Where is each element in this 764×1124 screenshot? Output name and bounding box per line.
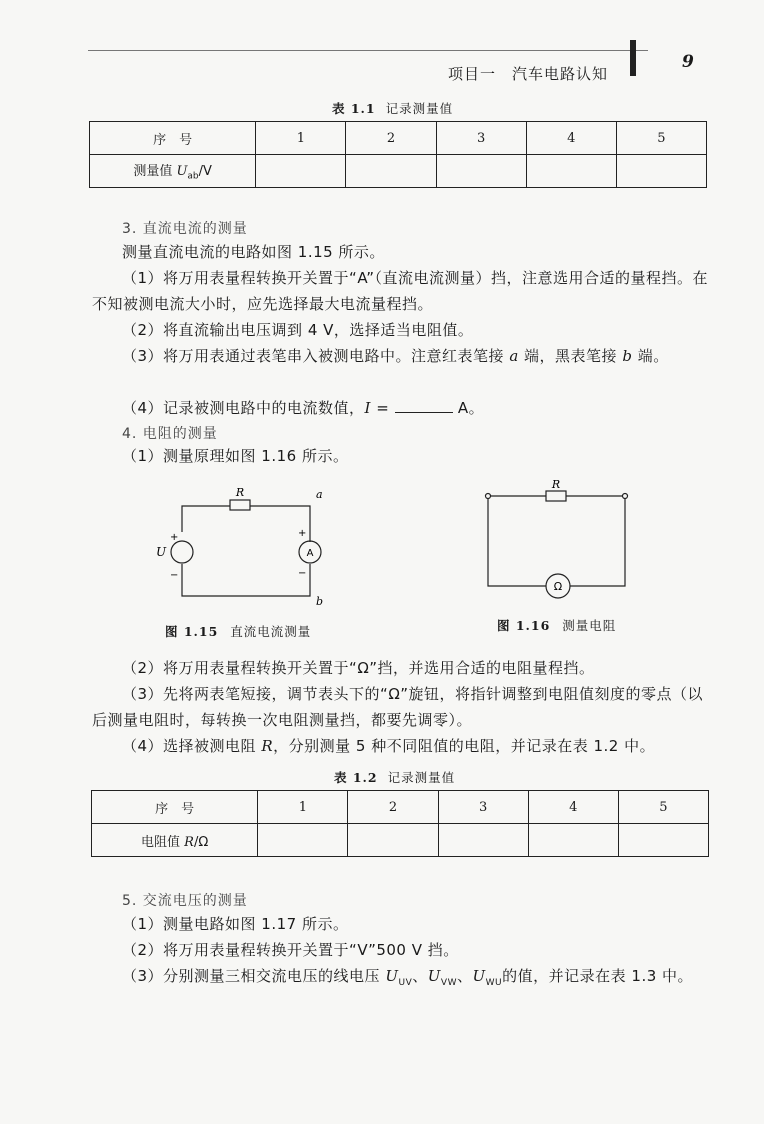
text-span: 的值，并记录在表 1.3 中。	[502, 967, 694, 985]
table-cell-empty	[348, 824, 438, 857]
figure-1-16-circuit	[478, 478, 638, 602]
table2-row-label	[92, 824, 258, 857]
figure-title: 测量电阻	[562, 618, 617, 633]
paragraph: （1）将万用表量程转换开关置于“A”（直流电流测量）挡，注意选用合适的量程挡。在不知被测电流大小时，应先选择最大电流量程挡。	[92, 269, 708, 313]
text-span: 端，黑表笔接	[518, 347, 623, 365]
minus-sign: −	[170, 570, 179, 581]
subscript: WU	[485, 978, 503, 988]
paragraph: （1）测量原理如图 1.16 所示。	[122, 447, 349, 465]
table2-caption-number: 表 1.2	[334, 770, 378, 785]
figure-title: 直流电流测量	[230, 624, 312, 639]
running-header: 项目一 汽车电路认知	[447, 65, 608, 83]
table-cell-empty	[438, 824, 528, 857]
row-label-text: 测量值	[133, 164, 177, 180]
source-label: U	[156, 545, 167, 559]
terminal-symbol	[623, 494, 628, 499]
voltage-source-symbol	[171, 541, 193, 563]
ohmmeter-label: Ω	[553, 580, 563, 593]
text-span: 端。	[632, 347, 669, 365]
table-cell: 5	[616, 122, 706, 155]
table1-caption-number: 表 1.1	[332, 101, 376, 116]
wire	[182, 564, 310, 596]
fill-in-blank	[395, 398, 453, 413]
text-span: （3）将万用表通过表笔串入被测电路中。注意红表笔接	[122, 347, 510, 365]
table-cell: 4	[528, 791, 618, 824]
variable: b	[622, 347, 633, 365]
terminal-symbol	[486, 494, 491, 499]
row-label-unit: /V	[198, 164, 212, 180]
figure-number: 图 1.16	[497, 618, 551, 633]
paragraph: （2）将万用表量程转换开关置于“V”500 V 挡。	[122, 941, 459, 959]
paragraph: （1）测量电路如图 1.17 所示。	[122, 915, 349, 933]
row-label-unit: /Ω	[193, 834, 209, 850]
table-cell: 1	[258, 791, 348, 824]
text-span: =	[370, 399, 395, 417]
row-label-variable: R	[184, 834, 194, 850]
node-a-label: a	[316, 488, 323, 501]
plus-sign: +	[298, 528, 307, 539]
table-row	[90, 155, 707, 188]
text-span: （4）记录被测电路中的电流数值，	[122, 399, 365, 417]
table-cell-empty	[436, 155, 526, 188]
table-cell: 序 号	[90, 122, 256, 155]
paragraph: （2）将直流输出电压调到 4 V，选择适当电阻值。	[122, 321, 474, 339]
table-cell: 5	[618, 791, 708, 824]
figure-number: 图 1.15	[165, 624, 219, 639]
resistor-symbol	[230, 500, 250, 510]
header-rule	[88, 50, 648, 51]
table-row	[90, 122, 707, 155]
section4-heading: 4. 电阻的测量	[122, 426, 218, 442]
subscript: VW	[440, 978, 457, 988]
table1-caption	[332, 99, 453, 117]
figure-1-16-caption	[497, 616, 616, 634]
paragraph	[92, 963, 712, 996]
table2-caption-text: 记录测量值	[387, 770, 456, 785]
wire	[570, 499, 625, 586]
paragraph: （2）将万用表量程转换开关置于“Ω”挡，并选用合适的电阻量程挡。	[122, 659, 595, 677]
paragraph: 测量直流电流的电路如图 1.15 所示。	[122, 243, 385, 261]
row-label-variable: U	[176, 164, 188, 180]
paragraph	[92, 395, 712, 421]
table1-row-label	[90, 155, 256, 188]
table2	[91, 790, 709, 857]
table-cell: 序 号	[92, 791, 258, 824]
text-span: ，分别测量 5 种不同阻值的电阻，并记录在表 1.2 中。	[273, 737, 656, 755]
table-cell: 2	[346, 122, 436, 155]
variable: U	[427, 967, 441, 985]
paragraph	[92, 733, 712, 759]
variable: a	[509, 347, 519, 365]
table1-caption-text: 记录测量值	[385, 101, 454, 116]
table2-caption	[334, 768, 455, 786]
table1	[89, 121, 707, 188]
table-cell: 4	[526, 122, 616, 155]
node-b-label: b	[316, 595, 324, 608]
section3-heading: 3. 直流电流的测量	[122, 221, 248, 237]
separator: 、	[412, 967, 428, 985]
subscript: UV	[398, 978, 413, 988]
table-cell-empty	[528, 824, 618, 857]
page-number: 9	[682, 52, 694, 72]
separator: 、	[456, 967, 473, 985]
figure-1-15-caption	[165, 622, 311, 640]
table-cell: 2	[348, 791, 438, 824]
row-label-text: 电阻值	[141, 834, 185, 850]
plus-sign: +	[170, 532, 179, 543]
text-span: （4）选择被测电阻	[122, 737, 262, 755]
wire	[488, 499, 546, 586]
minus-sign: −	[298, 568, 307, 579]
table-cell-empty	[256, 155, 346, 188]
figure-1-15-circuit	[150, 484, 340, 608]
variable: R	[261, 737, 274, 755]
table-cell-empty	[618, 824, 708, 857]
variable: U	[385, 967, 399, 985]
table-cell: 1	[256, 122, 346, 155]
table-cell-empty	[346, 155, 436, 188]
table-row	[92, 791, 709, 824]
text-span: （3）分别测量三相交流电压的线电压	[122, 967, 386, 985]
wire	[182, 506, 230, 532]
table-cell: 3	[436, 122, 526, 155]
resistor-label: R	[235, 486, 245, 499]
row-label-subscript: ab	[187, 171, 199, 182]
variable: I	[364, 399, 371, 417]
table-cell-empty	[526, 155, 616, 188]
resistor-label: R	[551, 478, 561, 491]
table-cell: 3	[438, 791, 528, 824]
text-span: A。	[452, 399, 485, 417]
header-bar	[630, 40, 636, 76]
ammeter-label: A	[306, 548, 314, 559]
resistor-symbol	[546, 491, 566, 501]
table-cell-empty	[616, 155, 706, 188]
table-cell-empty	[258, 824, 348, 857]
section5-heading: 5. 交流电压的测量	[122, 893, 248, 909]
paragraph	[92, 343, 712, 369]
table-row	[92, 824, 709, 857]
variable: U	[472, 967, 486, 985]
paragraph: （3）先将两表笔短接，调节表头下的“Ω”旋钮，将指针调整到电阻值刻度的零点（以后测量电阻时，每转换一次电阻测量挡，都要先调零）。	[92, 685, 704, 729]
